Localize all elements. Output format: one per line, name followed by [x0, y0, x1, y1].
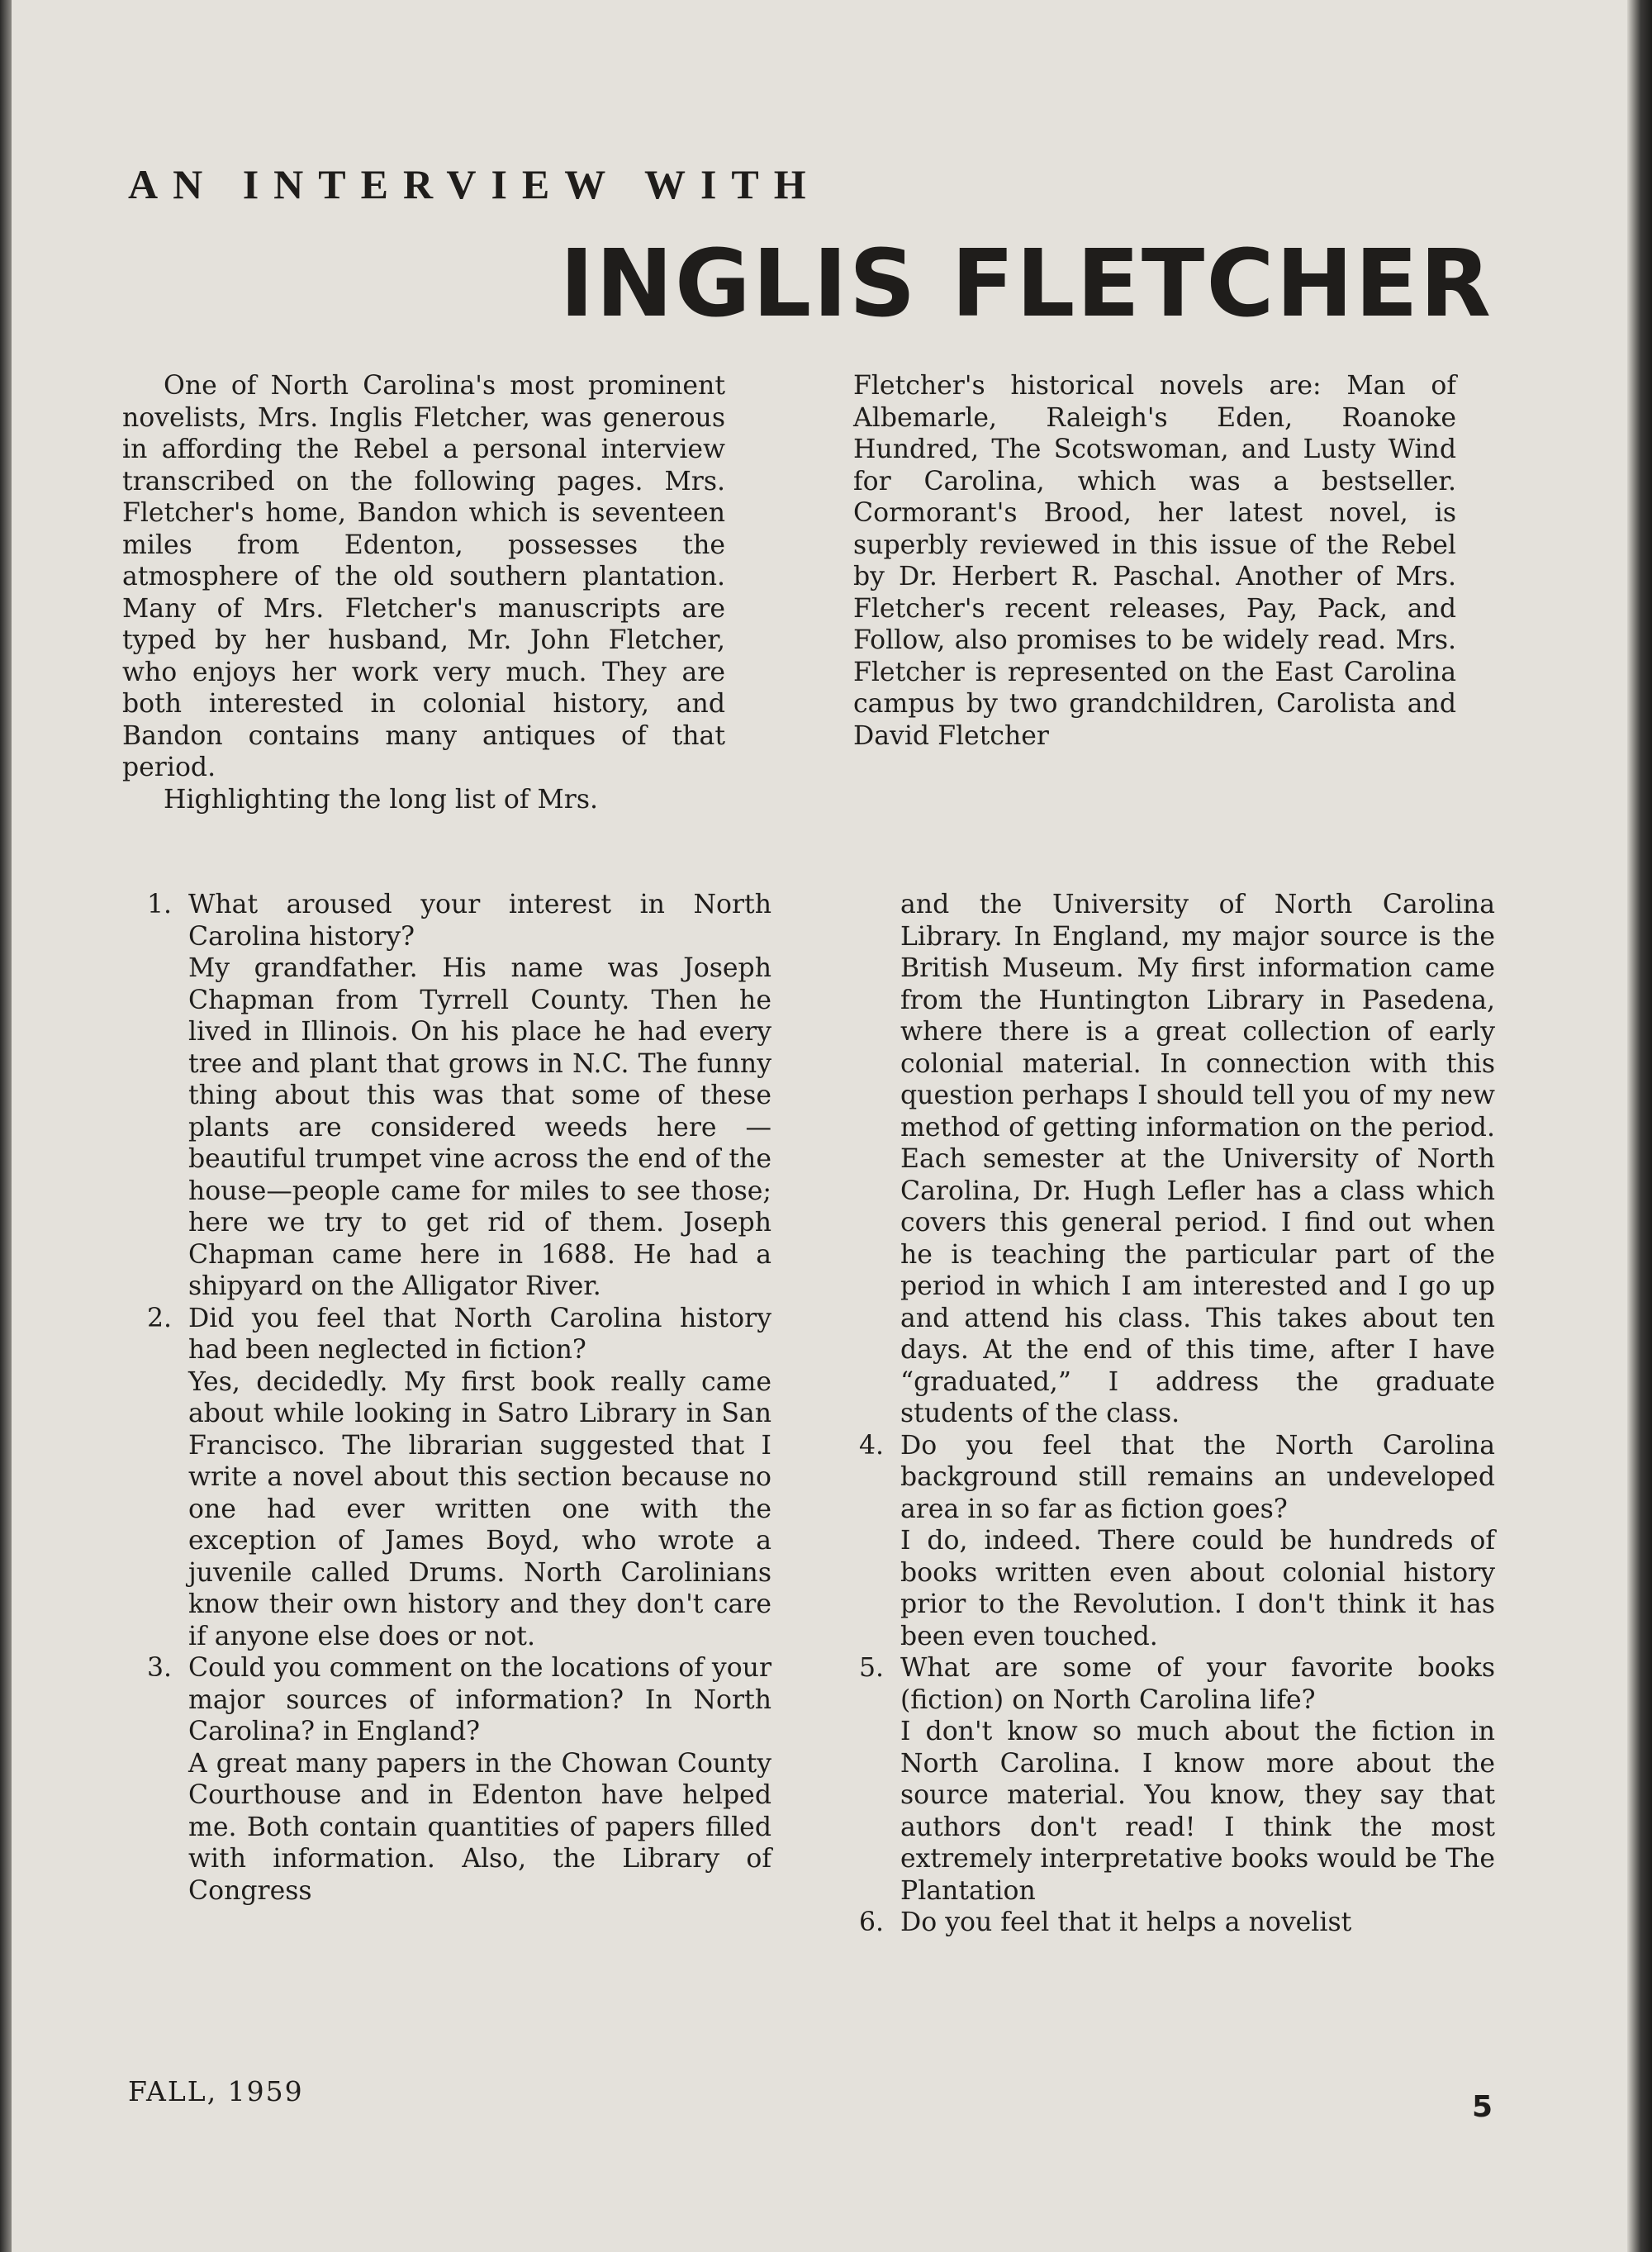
question-number: 1. — [147, 890, 173, 919]
answer-text: I do, indeed. There could be hundreds of books written even about colonial history prior to the Revolution. I don't think it has been even touched. — [900, 1526, 1495, 1651]
issue-date: FALL, 1959 — [128, 2075, 304, 2107]
qa-item — [859, 1907, 1495, 1939]
answer-text-continued: and the University of North Carolina Library. In England, my major source is the British Museum. My first information came from the Huntington Library in Pasedena, where there is a great collection of early colonial material. In connection with this question perhaps I should tell you of my new method of getting information on the period. Each semester at the University of North Carolina, Dr. Hugh Lefler has a class which covers this general period. I find out when he is teaching the particular part of the period in which I am interested and I go up and attend his class. This takes about ten days. At the end of this time, after I have “graduated,” I address the graduate students of the class. — [900, 890, 1495, 1428]
answer-text: I don't know so much about the fiction in North Carolina. I know more about the source material. You know, they say that authors don't read! I think the most extremely interpretative books would be The Plantation — [900, 1717, 1495, 1906]
question-text: What aroused your interest in North Carolina history? — [188, 890, 771, 952]
question-text: Could you comment on the locations of your major sources of information? In North Carolina? in England? — [188, 1653, 771, 1746]
qa-item — [147, 1303, 771, 1653]
article-title: INGLIS FLETCHER — [559, 230, 1493, 338]
page-number: 5 — [1472, 2090, 1493, 2124]
question-number: 5. — [859, 1653, 885, 1683]
question-number: 6. — [859, 1908, 885, 1937]
interview-column-right — [859, 889, 1495, 1939]
question-text: Do you feel that the North Carolina background still remains an undeveloped area in so far as fiction goes? — [900, 1430, 1495, 1524]
interview-column-left — [147, 889, 771, 1907]
qa-item — [859, 1430, 1495, 1653]
qa-item — [859, 1652, 1495, 1907]
answer-text: A great many papers in the Chowan County Courthouse and in Edenton have helped me. Both contain quantities of papers filled with information. Also, the Library of Congress — [188, 1748, 771, 1906]
intro-paragraph: Fletcher's historical novels are: Man of Albemarle, Raleigh's Eden, Roanoke Hundred, The Scotswoman, and Lusty Wind for Carolina, which was a bestseller. Cormorant's Brood, her latest novel, is superbly reviewed in this issue of the Rebel by Dr. Herbert R. Paschal. Another of Mrs. Fletcher's recent releases, Pay, Pack, and Follow, also promises to be widely read. Mrs. Fletcher is represented on the East Carolina campus by two grandchildren, Carolista and David Fletcher — [853, 371, 1456, 751]
intro-paragraph: One of North Carolina's most prominent novelists, Mrs. Inglis Fletcher, was generous in affording the Rebel a personal interview transcribed on the following pages. Mrs. Fletcher's home, Bandon which is seventeen miles from Edenton, possesses the atmosphere of the old southern plantation. Many of Mrs. Fletcher's manuscripts are typed by her husband, Mr. John Fletcher, who enjoys her work very much. They are both interested in colonial history, and Bandon contains many antiques of that period. — [122, 371, 725, 782]
question-text: What are some of your favorite books (fiction) on North Carolina life? — [900, 1653, 1495, 1715]
intro-column-left — [122, 370, 725, 815]
article-kicker: AN INTERVIEW WITH — [128, 161, 821, 207]
question-number: 4. — [859, 1430, 885, 1461]
intro-column-right — [853, 370, 1456, 752]
qa-item — [147, 1652, 771, 1907]
answer-text: My grandfather. His name was Joseph Chapman from Tyrrell County. Then he lived in Illinois. On his place he had every tree and plant that grows in N.C. The funny thing about this was that some of these plants are considered weeds here — beautiful trumpet vine across the end of the house—people came for miles to see those; here we try to get rid of them. Joseph Chapman came here in 1688. He had a shipyard on the Alligator River. — [188, 953, 771, 1301]
question-text: Do you feel that it helps a novelist — [900, 1908, 1352, 1937]
binding-shadow — [0, 0, 12, 2252]
page-edge — [1627, 0, 1652, 2252]
intro-paragraph: Highlighting the long list of Mrs. — [164, 784, 599, 815]
question-text: Did you feel that North Carolina history had been neglected in fiction? — [188, 1303, 771, 1365]
question-number: 2. — [147, 1303, 173, 1333]
qa-item — [147, 889, 771, 1303]
answer-text: Yes, decidedly. My first book really came about while looking in Satro Library in San Francisco. The librarian suggested that I write a novel about this section because no one had ever written one with the exception of James Boyd, who wrote a juvenile called Drums. North Carolinians know their own history and they don't care if anyone else does or not. — [188, 1366, 771, 1651]
question-number: 3. — [147, 1653, 173, 1683]
